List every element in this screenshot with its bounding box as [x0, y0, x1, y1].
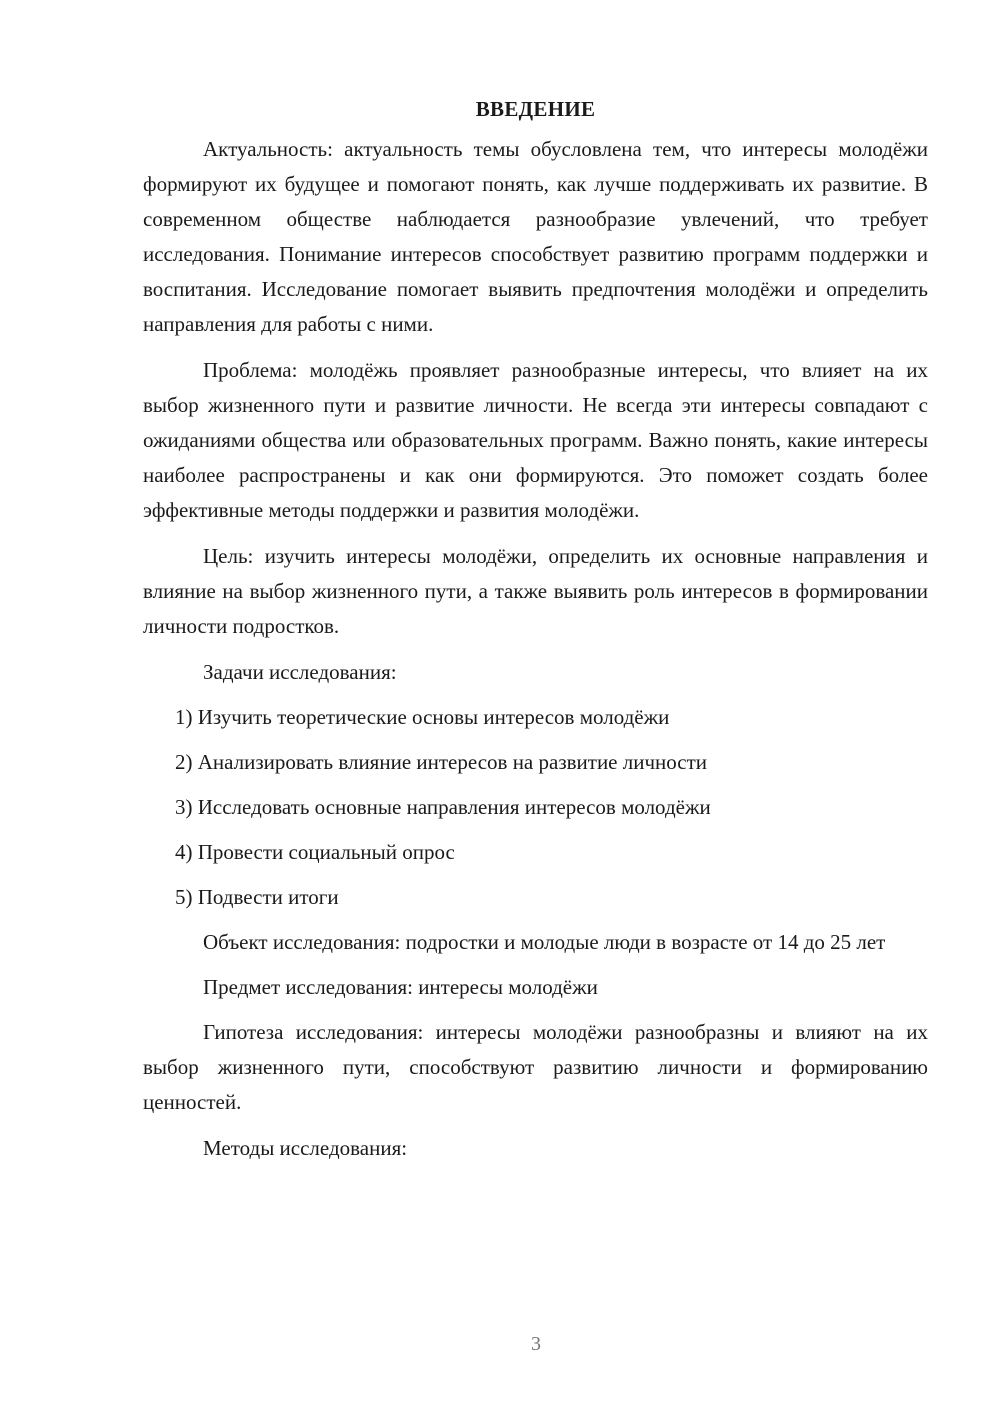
subject-paragraph: Предмет исследования: интересы молодёжи [203, 975, 598, 999]
page-number: 3 [531, 1333, 541, 1355]
task-item: 1) Изучить теоретические основы интересов молодёжи [175, 705, 670, 729]
methods-heading: Методы исследования: [203, 1136, 408, 1160]
task-item: 2) Анализировать влияние интересов на развитие личности [175, 750, 708, 774]
document-page [143, 92, 928, 1176]
goal-paragraph: Цель: изучить интересы молодёжи, определить их основные направления и влияние на выбор жизненного пути, а также выявить роль интересов в формировании личности подростков. [143, 544, 928, 638]
tasks-heading: Задачи исследования: [203, 660, 397, 684]
task-item: 5) Подвести итоги [175, 885, 339, 909]
task-item: 3) Исследовать основные направления интересов молодёжи [175, 795, 711, 819]
tasks-list [143, 700, 928, 915]
object-paragraph: Объект исследования: подростки и молодые люди в возрасте от 14 до 25 лет [203, 930, 886, 954]
relevance-paragraph: Актуальность: актуальность темы обусловлена тем, что интересы молодёжи формируют их будущее и помогают понять, как лучше поддерживать их развитие. В современном обществе наблюдается разнообразие увлечений, что требует исследования. Понимание интересов способствует развитию программ поддержки и воспитания. Исследование помогает выявить предпочтения молодёжи и определить направления для работы с ними. [143, 137, 928, 336]
problem-paragraph: Проблема: молодёжь проявляет разнообразные интересы, что влияет на их выбор жизненного пути и развитие личности. Не всегда эти интересы совпадают с ожиданиями общества или образовательных программ. Важно понять, какие интересы наиболее распространены и как они формируются. Это поможет создать более эффективные методы поддержки и развития молодёжи. [143, 358, 928, 522]
document-title: ВВЕДЕНИЕ [475, 97, 596, 121]
task-item: 4) Провести социальный опрос [175, 840, 455, 864]
hypothesis-paragraph: Гипотеза исследования: интересы молодёжи разнообразны и влияют на их выбор жизненного пути, способствуют развитию личности и формированию ценностей. [143, 1020, 928, 1114]
